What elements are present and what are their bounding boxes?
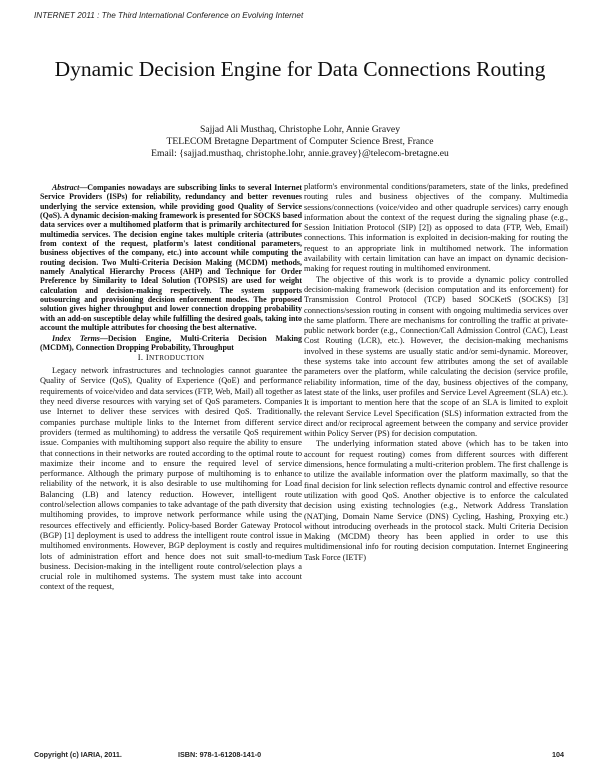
author-email: Email: {sajjad.musthaq, christophe.lohr, annie.gravey}@telecom-bretagne.eu: [151, 148, 449, 159]
abstract-label: Abstract: [52, 183, 80, 192]
paper-title: Dynamic Decision Engine for Data Connections Routing: [54, 57, 546, 81]
author-affiliation: TELECOM Bretagne Department of Computer Science Brest, France: [166, 136, 434, 147]
intro-paragraph-1: Legacy network infrastructures and technologies cannot guarantee the Quality of Service (QoS), Quality of Experience (QoE) and performance requirements of voice/video and data services (FTP, Web, Mail) all together as they need diverse resources with varying set of QoS parameters. Companies use Internet to deliver these services with desired QoS. Traditionally, companies purchase multiple links to the Internet from different service providers (termed as multihoming) to address the versatile QoS requirement issue. Companies with multihoming support also require the ability to ensure that connections in their networks are routed according to the optimal route to maximize their income and to ensure the required level of service performance. Although the primary purpose of multihoming is to enhance reliability of the network, it is also desirable to use multihoming for Load Balancing (LB) and latency reduction. However, intelligent route control/selection allows companies to take advantage of the path diversity that multihoming provides, to improve network performance while using the resources effectively and efficiently. Policy-based Border Gateway Protocol (BGP) [1] deployment is used to address the intelligent route control issue in multihomed environments. However, BGP deployment is costly and requires lots of administration effort and hence does not suit small-to-medium business. Decision-making in the intelligent route control/selection plays a crucial role in multihomed systems. The system must take into account context of the request,: [40, 366, 302, 592]
intro-paragraph-2: The objective of this work is to provide a dynamic policy controlled decision-making framework (decision computation and its enforcement) for Transmission Control Protocol (TCP) based SOCKetS (SOCKS) [3] connections/session routing in consent with ongoing multimedia services over the same platform. There are mechanisms for controlling the traffic at private-public network border (e.g., Connection/Call Admission Control (CAC), Least Cost Routing (LCR), etc.). However, the decision-making mechanisms involved in these systems are usually static and/or semi-dynamic. Moreover, these systems take into account few attributes among the set of available parameters over the platform, while calculating the decision (service profile, reliability information, time of the day, business objectives of the company, latest state of the links, user profiles and Service Level Agreement (SLA) etc.). It is important to mention here that the scope of an SLA is limited to exploit the relevant Service Level Specification (SLS) information extracted from the direct and/or reciprocal agreement between the company and service provider within Policy Server (PS) for decision computation.: [304, 274, 568, 439]
footer-isbn: ISBN: 978-1-61208-141-0: [178, 750, 262, 759]
intro-paragraph-3: The underlying information stated above (which has to be taken into account for request routing) comes from different sources with different dimensions, hence formulating a multi-criterion problem. The first challenge is to utilize the available information over the platform maximally, so that the final decision for link selection reflects dynamic control and effective resource utilization with good QoS. Another objective is to enforce the calculated decision using existing technologies (e.g., Network Address Translation (NAT)ing, Domain Name Service (DNS) Cycling, Hashing, Proxying etc.) without introducing overheads in the protocol stack. Multi Criteria Decision Making (MCDM) theory has been applied in order to use this multidimensional info for routing decision computation. Internet Engineering Task Force (IETF): [304, 439, 568, 562]
running-head: INTERNET 2011 : The Third International Conference on Evolving Internet: [34, 11, 304, 20]
abstract-text: —Companies nowadays are subscribing links to several Internet Service Providers (ISPs) for reliability, redundancy and better revenues underlying the service extension, while providing good Quality of Service (QoS). A dynamic decision-making framework is presented for SOCKS based data services over a multihomed platform that is primarily architectured for multimedia services. The decision engine takes multiple criteria (attributes from context of the request, platform's latest conditional parameters, business objectives of the company, etc.) into account while computing the routing decision. Two Multi-Criteria Decision Making (MCDM) methods, namely Analytical Hierarchy Process (AHP) and Technique for Order Preference by Similarity to Ideal Solution (TOPSIS) are used for weight calculation and decision-making respectively. The system supports outsourcing and provisioning decision enforcement modes. The proposed solution gives higher throughput and lower connection dropping probability with an add-on susceptible delay while fulfilling the desired goals, taking into account the multiple attributes for choosing the best alternative.: [40, 183, 302, 333]
abstract: [40, 183, 302, 333]
page-number: 104: [552, 750, 564, 759]
footer-copyright: Copyright (c) IARIA, 2011.: [34, 750, 122, 759]
index-terms-text: —Decision Engine, Multi-Criteria Decision Making (MCDM), Connection Dropping Probability, Throughput: [40, 333, 302, 352]
section-heading-introduction: [40, 352, 302, 363]
section-title-initial: I: [145, 352, 150, 363]
author-names: Sajjad Ali Musthaq, Christophe Lohr, Annie Gravey: [200, 124, 400, 135]
author-block: [40, 124, 560, 160]
right-column: [304, 182, 568, 563]
section-title-rest: NTRODUCTION: [149, 354, 205, 363]
intro-paragraph-continued: platform's environmental conditions/parameters, state of the links, predefined routing rules and business objectives of the company. Multimedia sessions/connections (voice/video and other quadruple services) carry enough information about the context of the request during the signaling phase (e.g., Session Initiation Protocol (SIP) [2]) as opposed to data (FTP, Web, Email) connections. This information is exploited in decision-making for routing the request to an appropriate link in multihomed network. The information availability with certain limitation can have an impact on dynamic decision-making for request routing in multihomed environment.: [304, 182, 568, 274]
section-number: I.: [137, 352, 144, 363]
left-column: [40, 183, 302, 593]
index-terms-label: Index Terms: [52, 333, 100, 343]
index-terms: [40, 334, 302, 353]
